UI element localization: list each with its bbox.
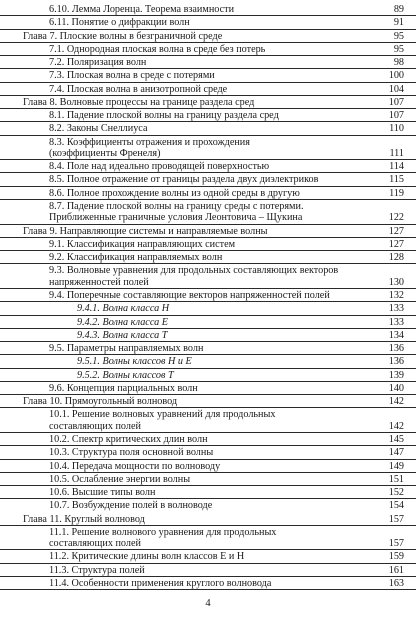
page-number: 4: [205, 598, 211, 609]
toc-chapter-title: Глава 10. Прямоугольный волновод: [23, 396, 178, 408]
toc-entry-page: 152: [388, 487, 404, 499]
toc-entry-title: 9.3. Волновые уравнения для продольных составляющих векторов: [49, 265, 339, 277]
toc-entry-page: 145: [388, 434, 404, 446]
toc-entry-title: Приближенные граничные условия Леонтовича – Щукина: [49, 212, 303, 224]
toc-entry-page: 114: [389, 161, 404, 173]
toc-entry-title: 10.6. Высшие типы волн: [49, 487, 156, 499]
toc-entry-page: 154: [388, 500, 404, 512]
toc-entry-page: 142: [388, 420, 404, 432]
toc-entry-title: (коэффициенты Френеля): [49, 147, 161, 159]
toc-entry-title: напряженностей полей: [49, 276, 149, 288]
toc-entry-title: 8.7. Падение плоской волны на границу среды с потерями.: [49, 200, 304, 212]
toc-entry-title: 9.5. Параметры направляемых волн: [49, 343, 204, 355]
toc-subentry-page: 136: [388, 356, 404, 368]
toc-entry-page: 140: [388, 382, 404, 394]
toc-entry-title: 8.2. Законы Снеллиуса: [49, 123, 148, 135]
toc-entry-page: 159: [388, 551, 404, 563]
toc-entry-title: 9.6. Концепция парциальных волн: [49, 382, 198, 394]
toc-subentry-title: 9.5.1. Волны классов H и E: [77, 356, 192, 368]
toc-entry-page: 149: [388, 460, 404, 472]
toc-entry-page: 127: [388, 238, 404, 250]
toc-subentry-page: 133: [388, 303, 404, 315]
toc-entry-page: 122: [388, 212, 404, 224]
toc-entry-page: 128: [388, 252, 404, 264]
toc-entry-page: 100: [388, 70, 404, 82]
toc-entry-page: 111: [389, 147, 404, 159]
toc-subentry-title: 9.4.3. Волна класса T: [77, 329, 168, 341]
toc-entry-title: 10.5. Ослабление энергии волны: [49, 473, 191, 485]
toc-entry-title: 8.4. Поле над идеально проводящей поверхностью: [49, 161, 270, 173]
toc-entry-page: 95: [393, 43, 404, 55]
toc-chapter-page: 107: [388, 96, 404, 108]
toc-subentry-title: 9.4.1. Волна класса H: [77, 303, 170, 315]
toc-subentry-title: 9.5.2. Волны классов T: [77, 369, 174, 381]
toc-chapter-title: Глава 8. Волновые процессы на границе раздела сред: [23, 96, 255, 108]
toc-entry-title: 11.4. Особенности применения круглого волновода: [49, 578, 272, 589]
toc-chapter-page: 95: [393, 30, 404, 42]
toc-entry-title: 6.10. Лемма Лоренца. Теорема взаимности: [49, 4, 235, 15]
toc-chapter-title: Глава 9. Направляющие системы и направляемые волны: [23, 225, 268, 237]
toc-subentry-page: 133: [388, 316, 404, 328]
toc-entry-page: 163: [388, 578, 404, 589]
toc-entry-title: 11.2. Критические длины волн классов E и H: [49, 551, 245, 563]
toc-entry-title: 11.3. Структура полей: [49, 564, 145, 576]
toc-entry-title: 10.3. Структура поля основной волны: [49, 447, 214, 459]
toc-entry-title: 10.1. Решение волновых уравнений для продольных: [49, 409, 276, 421]
toc-entry-page: 98: [393, 57, 404, 69]
toc-entry-page: 147: [388, 447, 404, 459]
toc-entry-title: 9.4. Поперечные составляющие векторов напряженностей полей: [49, 290, 330, 302]
toc-entry-title: 7.2. Поляризация волн: [49, 57, 147, 69]
toc-entry-page: 119: [389, 187, 404, 199]
toc-entry-title: 7.3. Плоская волна в среде с потерями: [49, 70, 215, 82]
toc-chapter-page: 142: [388, 396, 404, 408]
toc-subentry-page: 134: [388, 329, 404, 341]
toc-entry-title: 10.4. Передача мощности по волноводу: [49, 460, 221, 472]
toc-entry-title: 9.1. Классификация направляющих систем: [49, 238, 236, 250]
toc-entry-page: 161: [388, 564, 404, 576]
toc-entry-title: 8.6. Полное прохождение волны из одной среды в другую: [49, 187, 300, 199]
row-divider: [0, 589, 416, 590]
toc-entry-title: Глава 11. Круглый волновод: [23, 513, 145, 525]
toc-entry-page: 104: [388, 83, 404, 95]
toc-entry-title: 8.3. Коэффициенты отражения и прохождения: [49, 136, 250, 148]
toc-entry-title: 10.2. Спектр критических длин волн: [49, 434, 208, 446]
toc-entry-title: 8.5. Полное отражение от границы раздела двух диэлектриков: [49, 174, 319, 186]
toc-entry-title: составляющих полей: [49, 420, 141, 432]
toc-entry-title: 7.4. Плоская волна в анизотропной среде: [49, 83, 228, 95]
toc-entry-title: 8.1. Падение плоской волны на границу раздела сред: [49, 110, 279, 122]
toc-entry-page: 136: [388, 343, 404, 355]
toc-entry-page: 151: [388, 473, 404, 485]
toc-entry-title: 10.7. Возбуждение полей в волноводе: [49, 500, 213, 512]
toc-entry-page: 157: [388, 513, 404, 525]
toc-subentry-title: 9.4.2. Волна класса E: [77, 316, 168, 328]
toc-entry-page: 115: [389, 174, 404, 186]
toc-entry-title: 7.1. Однородная плоская волна в среде без потерь: [49, 43, 266, 55]
toc-chapter-title: Глава 7. Плоские волны в безграничной среде: [23, 30, 223, 42]
toc-entry-page: 130: [388, 276, 404, 288]
toc-subentry-page: 139: [388, 369, 404, 381]
toc-entry-title: 9.2. Классификация направляемых волн: [49, 252, 223, 264]
toc-entry-page: 91: [393, 17, 404, 29]
toc-entry-page: 132: [388, 290, 404, 302]
toc-entry-page: 89: [393, 4, 404, 15]
toc-entry-title: 11.1. Решение волнового уравнения для продольных: [49, 526, 277, 538]
toc-chapter-page: 127: [388, 225, 404, 237]
toc-entry-title: составляющих полей: [49, 538, 141, 550]
toc-entry-page: 107: [388, 110, 404, 122]
toc-entry-page: 110: [389, 123, 404, 135]
toc-entry-title: 6.11. Понятие о дифракции волн: [49, 17, 190, 29]
toc-entry-page: 157: [388, 538, 404, 550]
